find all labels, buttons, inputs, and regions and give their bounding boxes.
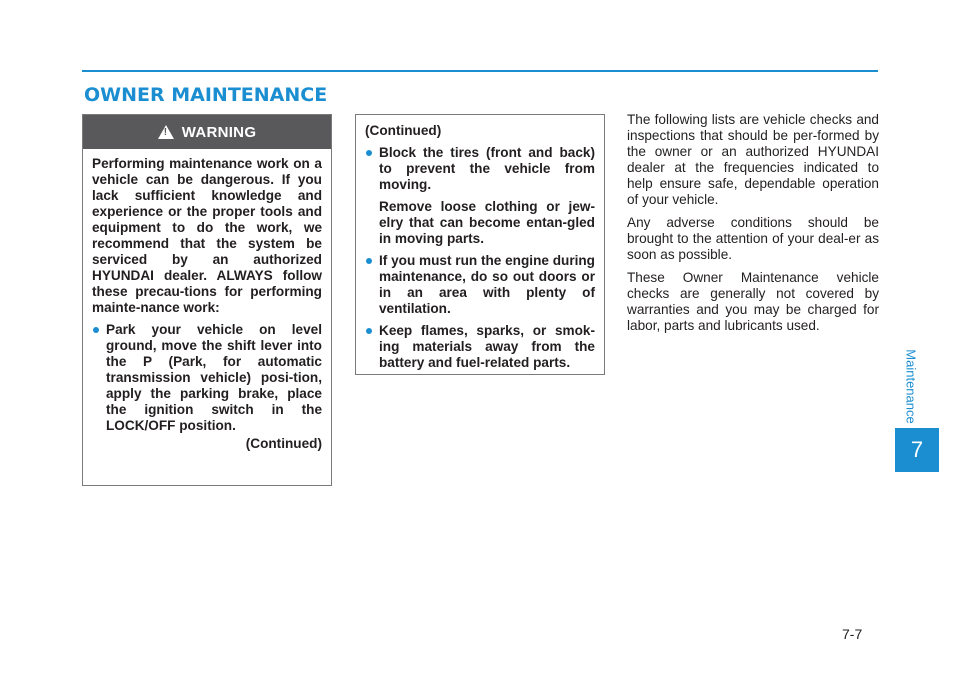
warning-bullet-park: Park your vehicle on level ground, move the shift lever into the P (Park, for automatic transmission vehicle) posi-tion, apply the parking brake, place the ignition switch in the LOCK/OFF position. bbox=[92, 322, 322, 434]
warning-continued: (Continued) bbox=[245, 436, 322, 451]
bullet-keep-flames: Keep flames, sparks, or smok-ing materials away from the battery and fuel-related parts. bbox=[365, 323, 595, 371]
bullet-run-engine: If you must run the engine during maintenance, do so out doors or in an area with plenty of ventilation. bbox=[365, 253, 595, 317]
section-title: OWNER MAINTENANCE bbox=[84, 84, 328, 106]
body-paragraph-3: These Owner Maintenance vehicle checks are generally not covered by warranties and you may be charged for labor, parts and lubricants used. bbox=[627, 270, 879, 333]
warning-box bbox=[82, 114, 332, 486]
continued-body bbox=[356, 115, 604, 371]
warning-intro: Performing maintenance work on a vehicle can be dangerous. If you lack sufficient knowledge and experience or the proper tools and equipment to do the work, we recommend that the system be serviced by an authorized HYUNDAI dealer. ALWAYS follow these precau-tions for performing mainte-nance work: bbox=[92, 156, 322, 315]
continued-heading: (Continued) bbox=[365, 123, 442, 138]
page-number: 7-7 bbox=[842, 626, 863, 642]
chapter-tab: 7 bbox=[895, 428, 939, 472]
body-paragraph-2: Any adverse conditions should be brought to the attention of your deal-er as soon as possible. bbox=[627, 215, 879, 262]
chapter-side-label bbox=[904, 344, 918, 428]
warning-body bbox=[83, 149, 331, 452]
continued-warning-box bbox=[355, 114, 605, 375]
body-text-column bbox=[627, 112, 879, 341]
warning-header bbox=[83, 115, 331, 149]
warning-header-label: WARNING bbox=[181, 123, 257, 141]
top-rule bbox=[82, 70, 878, 72]
sub-loose-clothing: Remove loose clothing or jew-elry that can become entan-gled in moving parts. bbox=[379, 199, 595, 246]
bullet-block-tires: Block the tires (front and back) to prevent the vehicle from moving. bbox=[365, 145, 595, 193]
warning-triangle-icon bbox=[158, 125, 174, 139]
body-paragraph-1: The following lists are vehicle checks and inspections that should be per-formed by the owner or an authorized HYUNDAI dealer at the frequencies indicated to help ensure safe, dependable operation of your vehicle. bbox=[627, 112, 879, 207]
chapter-side-label-text: Maintenance bbox=[903, 348, 919, 424]
